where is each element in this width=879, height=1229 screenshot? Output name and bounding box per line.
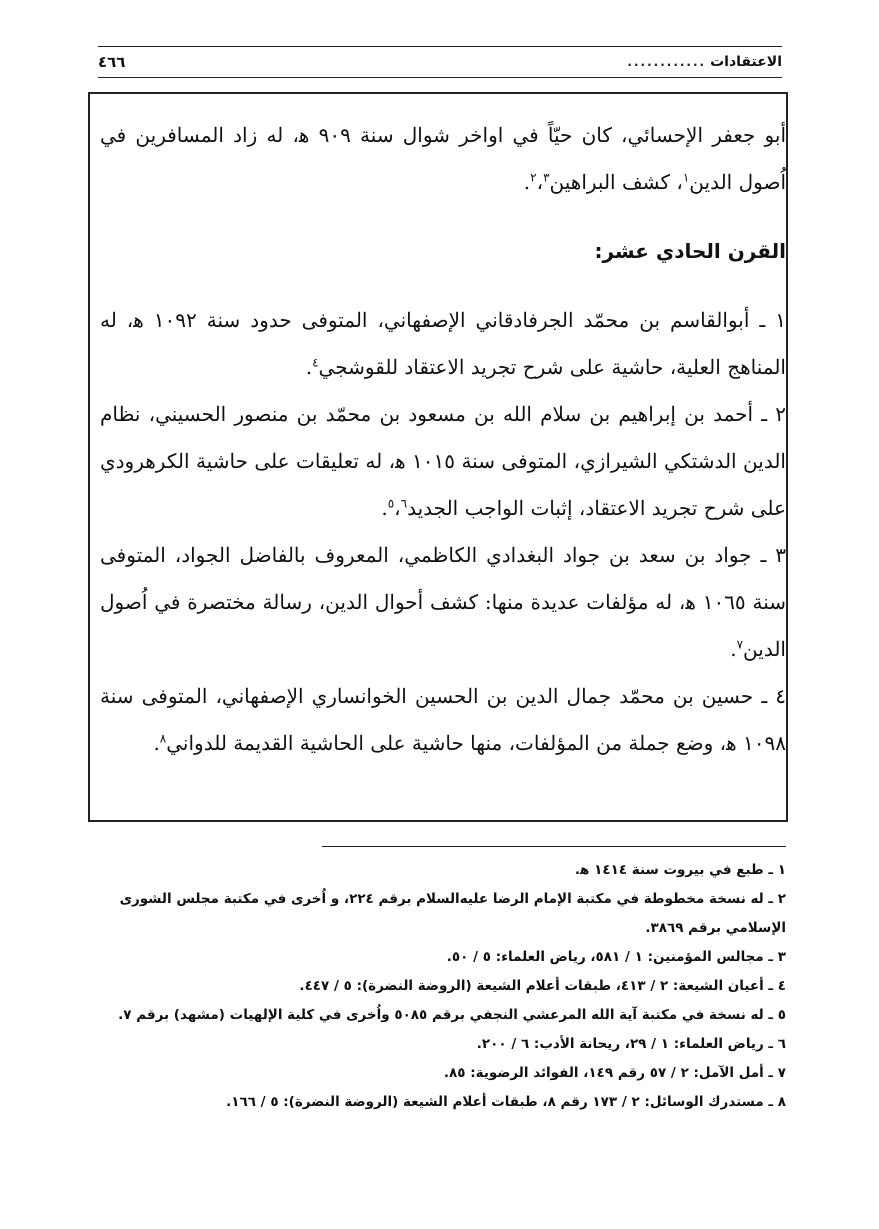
entry-text: ٢ ـ أحمد بن إبراهيم بن سلام الله بن مسعود بن محمّد بن منصور الحسيني، نظام الدين الدشتكي الشيرازي، المتوفى سنة ١٠١٥ ه‍، له تعليقات على حاشية الكرهرودي على شرح تجريد الاعتقاد، إثبات الواجب الجديد xyxy=(100,402,786,520)
footnote-ref: ٧ xyxy=(736,637,744,652)
entry-text: ٤ ـ حسين بن محمّد جمال الدين بن الحسين الخوانساري الإصفهاني، المتوفى سنة ١٠٩٨ ه‍، وضع جملة من المؤلفات، منها حاشية على الحاشية القديمة للدواني xyxy=(100,684,786,755)
footnote-1: ١ ـ طبع في بيروت سنة ١٤١٤ ه‍. xyxy=(574,862,786,878)
footnote-ref: ٨ xyxy=(159,731,167,746)
footnote-7: ٧ ـ أمل الآمل: ٢ / ٥٧ رقم ١٤٩، الفوائد الرضوية: ٨٥. xyxy=(443,1065,786,1081)
entry-1 xyxy=(100,297,786,391)
footnote-separator xyxy=(322,846,786,847)
footnote-8: ٨ ـ مستدرك الوسائل: ٢ / ١٧٣ رقم ٨، طبقات أعلام الشيعة (الروضة النضرة): ٥ / ١٦٦. xyxy=(226,1094,786,1110)
footnote-5: ٥ ـ له نسخة في مكتبة آية الله المرعشي النجفي برقم ٥٠٨٥ واُخرى في كلية الإلهيات (مشهد) برقم ٧. xyxy=(118,1007,786,1023)
running-header xyxy=(98,46,782,78)
entry-2: ٢ ـ أحمد بن إبراهيم بن سلام الله بن مسعود بن محمّد بن منصور الحسيني، نظام الدين الدشتكي الشيرازي، المتوفى سنة ١٠١٥ ه‍، له تعليقات على حاشية الكرهرودي على شرح تجريد الاعتقاد، إثبات الواجب الجديد$^٥$،$^٦$. xyxy=(100,402,786,520)
entry-tail: . xyxy=(153,731,160,755)
page-number: ٤٦٦ xyxy=(98,53,126,71)
intro-line-2: في اُصول الدين xyxy=(100,123,786,194)
header-title-group xyxy=(623,54,782,70)
footnote-ref: ٤ xyxy=(312,355,319,370)
footnote-6: ٦ ـ رياض العلماء: ١ / ٢٩، ريحانة الأدب: ٦ / ٢٠٠. xyxy=(476,1036,786,1052)
section-heading: القرن الحادي عشر: xyxy=(594,239,786,263)
footnote-4: ٤ ـ أعيان الشيعة: ٢ / ٤١٣، طبقات أعلام الشيعة (الروضة النضرة): ٥ / ٤٤٧. xyxy=(299,978,786,994)
intro-paragraph: أبو جعفر الإحسائي، كان حيّاً في اواخر شوال سنة ٩٠٩ ه‍، له زاد المسافرين في اُصول الدين$^١$، كشف البراهين$^٢$،$^٣$. xyxy=(100,123,786,194)
footnote-ref: ٣ xyxy=(543,170,550,185)
entry-tail: . xyxy=(730,637,737,661)
footnote-ref: ٢ xyxy=(530,170,537,185)
entry-4 xyxy=(100,673,786,767)
footnote-2: ٢ ـ له نسخة مخطوطة في مكتبة الإمام الرضا عليه‌السلام برقم ٢٢٤، و اُخرى في مكتبة مجلس الشورى الإسلامي برقم ٣٨٦٩. xyxy=(119,891,786,936)
footnote-ref: ٦ xyxy=(400,496,408,511)
entry-text: ١ ـ أبوالقاسم بن محمّد الجرفادقاني الإصفهاني، المتوفى حدود سنة ١٠٩٢ ه‍، له المناهج العلية، حاشية على شرح تجريد الاعتقاد للقوشجي xyxy=(100,308,786,379)
entry-tail: . xyxy=(305,355,313,379)
footnotes xyxy=(96,856,786,1117)
entry-text: ٣ ـ جواد بن سعد بن جواد البغدادي الكاظمي، المعروف بالفاضل الجواد، المتوفى سنة ١٠٦٥ ه‍، له مؤلفات عديدة منها: كشف أحوال الدين، رسالة مختصرة في اُصول الدين xyxy=(100,543,786,661)
footnote-ref: ٥ xyxy=(387,496,395,511)
footnote-3: ٣ ـ مجالس المؤمنين: ١ / ٥٨١، رياض العلماء: ٥ / ٥٠. xyxy=(446,949,786,965)
intro-end: . xyxy=(523,170,531,194)
header-title: الاعتقادات xyxy=(710,54,782,70)
entry-3 xyxy=(100,532,786,673)
intro-line-1: أبو جعفر الإحسائي، كان حيّاً في اواخر شوال سنة ٩٠٩ ه‍، له زاد المسافرين xyxy=(135,123,786,147)
entry-tail: . xyxy=(381,496,388,520)
main-text xyxy=(100,112,786,767)
intro-line-3: ، كشف البراهين xyxy=(549,170,683,194)
header-leader-dots: ............ xyxy=(627,55,707,69)
footnote-ref: ١ xyxy=(682,170,690,185)
